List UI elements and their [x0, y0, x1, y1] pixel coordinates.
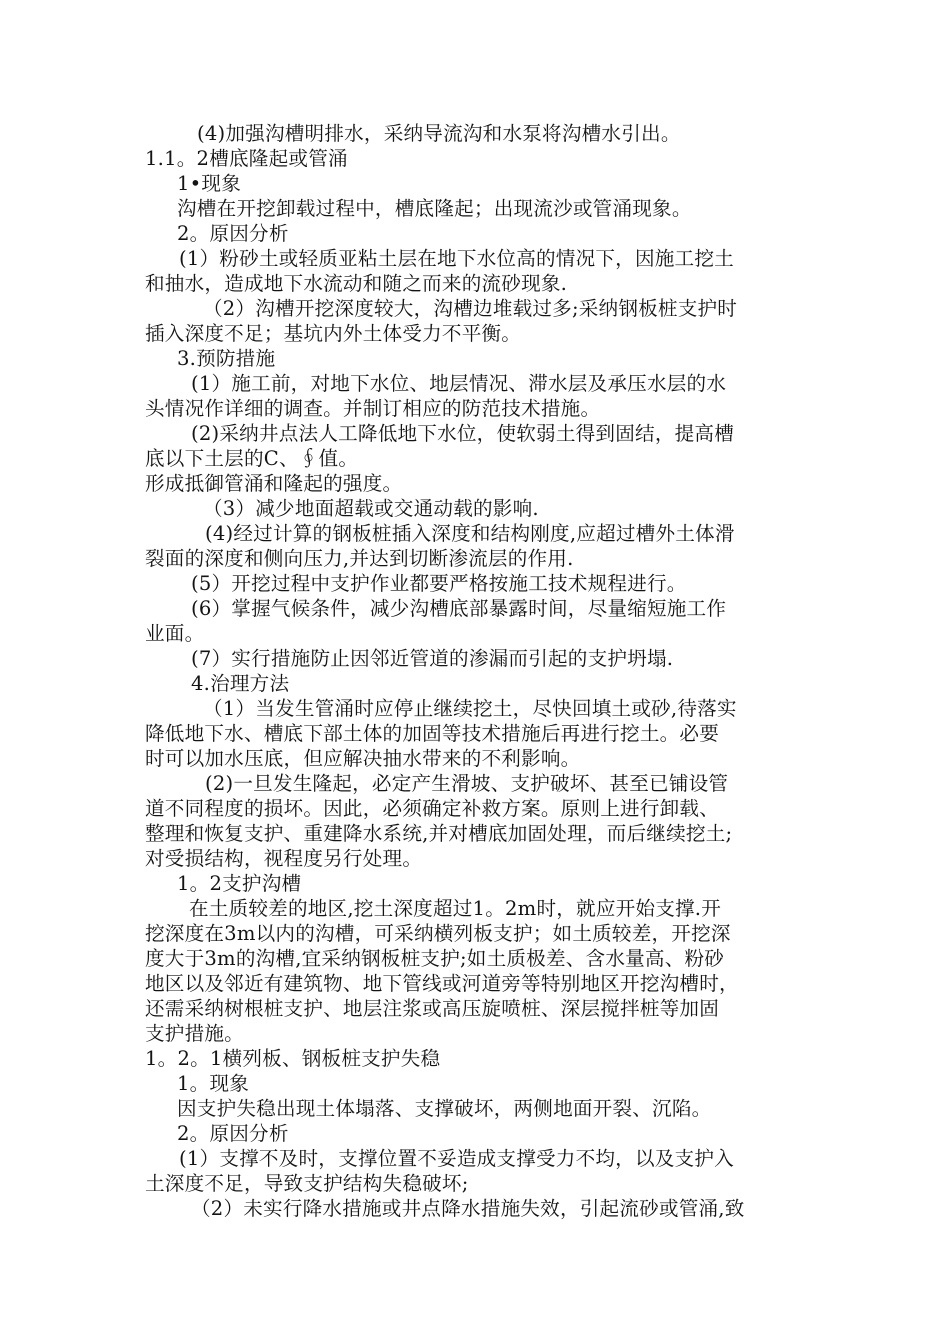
- text-line: 因支护失稳出现土体塌落、支撑破坏，两侧地面开裂、沉陷。: [177, 1097, 712, 1120]
- text-line: 对受损结构，视程度另行处理。: [145, 847, 423, 870]
- text-line: (2)采纳井点法人工降低地下水位，使软弱土得到固结，提高槽: [191, 422, 734, 445]
- text-line: 头情况作详细的调查。并制订相应的防范技术措施。: [145, 397, 601, 420]
- text-line: 地区以及邻近有建筑物、地下管线或河道旁等特别地区开挖沟槽时，: [145, 972, 739, 995]
- text-line: 裂面的深度和侧向压力,并达到切断渗流层的作用.: [145, 547, 574, 570]
- text-line: 1•现象: [177, 172, 242, 195]
- text-line: (5）开挖过程中支护作业都要严格按施工技术规程进行。: [191, 572, 687, 595]
- text-line: (1）支撑不及时，支撑位置不妥造成支撑受力不均，以及支护入: [179, 1147, 734, 1170]
- text-line: 还需采纳树根桩支护、地层注浆或高压旋喷桩、深层搅拌桩等加固: [145, 997, 720, 1020]
- text-line: 和抽水，造成地下水流动和随之而来的流砂现象.: [145, 272, 568, 295]
- text-line: （2）未实行降水措施或井点降水措施失效，引起流砂或管涌,致: [191, 1197, 745, 1220]
- text-line: 土深度不足，导致支护结构失稳破坏;: [145, 1172, 469, 1195]
- text-line: （1）当发生管涌时应停止继续挖土，尽快回填土或砂,待落实: [203, 697, 737, 720]
- text-line: (7）实行措施防止因邻近管道的渗漏而引起的支护坍塌.: [191, 647, 674, 670]
- text-line: 业面。: [145, 622, 205, 645]
- text-line: (2)一旦发生隆起，必定产生滑坡、支护破坏、甚至已铺设管: [205, 772, 729, 795]
- text-line: （2）沟槽开挖深度较大，沟槽边堆载过多;采纳钢板桩支护时: [203, 297, 738, 320]
- text-line: 4.治理方法: [191, 672, 290, 695]
- document-body: [145, 121, 815, 1221]
- text-line: 在土质较差的地区,挖土深度超过1。2m时，就应开始支撑.开: [189, 897, 722, 920]
- text-line: （3）减少地面超载或交通动载的影响.: [203, 497, 539, 520]
- text-line: (1）施工前，对地下水位、地层情况、滞水层及承压水层的水: [191, 372, 727, 395]
- text-line: 挖深度在3m以内的沟槽，可采纳横列板支护；如土质较差，开挖深: [145, 922, 731, 945]
- text-line: 3.预防措施: [177, 347, 276, 370]
- text-line: (4)加强沟槽明排水，采纳导流沟和水泵将沟槽水引出。: [197, 122, 681, 145]
- text-line: 底以下土层的C、∮值。: [145, 447, 359, 470]
- text-line: (1）粉砂土或轻质亚粘土层在地下水位高的情况下，因施工挖土: [179, 247, 734, 270]
- text-line: 整理和恢复支护、重建降水系统,并对槽底加固处理，而后继续挖土;: [145, 822, 733, 845]
- text-line: 时可以加水压底，但应解决抽水带来的不利影响。: [145, 747, 581, 770]
- text-line: 2。原因分析: [177, 222, 289, 245]
- text-line: 1。现象: [177, 1072, 250, 1095]
- text-line: 沟槽在开挖卸载过程中，槽底隆起；出现流沙或管涌现象。: [177, 197, 692, 220]
- text-line: 降低地下水、槽底下部土体的加固等技术措施后再进行挖土。必要: [145, 722, 720, 745]
- text-line: 道不同程度的损坏。因此，必须确定补救方案。原则上进行卸载、: [145, 797, 720, 820]
- text-line: (4)经过计算的钢板桩插入深度和结构刚度,应超过槽外土体滑: [205, 522, 735, 545]
- text-line: 支护措施。: [145, 1022, 244, 1045]
- text-line: 1。2支护沟槽: [177, 872, 302, 895]
- text-line: 1.1。2槽底隆起或管涌: [145, 147, 348, 170]
- text-line: 插入深度不足；基坑内外土体受力不平衡。: [145, 322, 522, 345]
- text-line: 2。原因分析: [177, 1122, 289, 1145]
- text-line: 1。2。1横列板、钢板桩支护失稳: [145, 1047, 441, 1070]
- text-line: 度大于3m的沟槽,宜采纳钢板桩支护;如土质极差、含水量高、粉砂: [145, 947, 725, 970]
- text-line: 形成抵御管涌和隆起的强度。: [145, 472, 403, 495]
- text-line: (6）掌握气候条件，减少沟槽底部暴露时间，尽量缩短施工作: [191, 597, 727, 620]
